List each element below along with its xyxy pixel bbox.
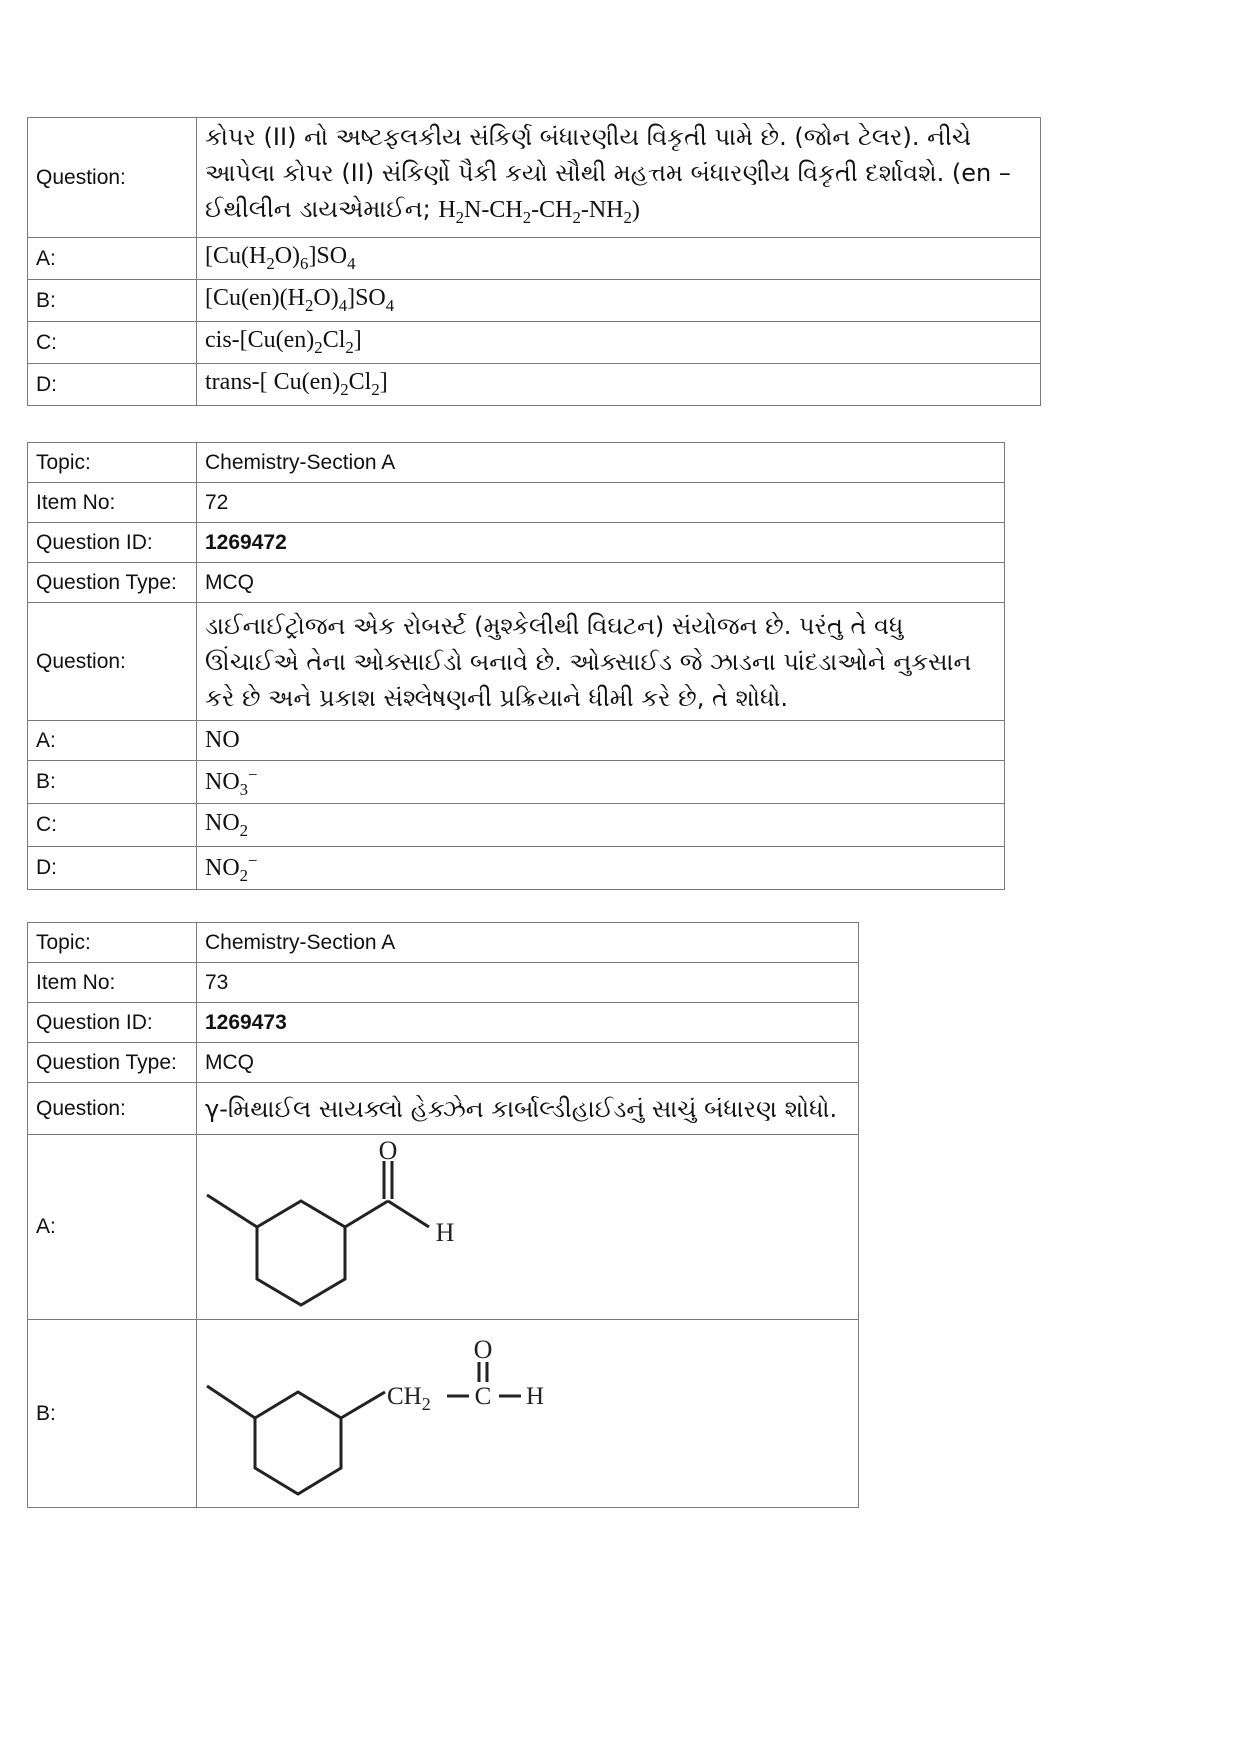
option-a: NO: [197, 721, 1005, 761]
option-b-label: B:: [28, 1320, 197, 1508]
methyl-bond: [207, 1386, 255, 1418]
question-id-label: Question ID:: [28, 523, 197, 563]
question-id-label: Question ID:: [28, 1003, 197, 1043]
item-no-label: Item No:: [28, 483, 197, 523]
question-id-number: 1269473: [205, 1010, 287, 1034]
ring-to-ch2-bond: [341, 1392, 385, 1418]
question-type-label: Question Type:: [28, 1043, 197, 1083]
option-d: trans-[ $Cu(en)_2Cl_2$]: [197, 364, 1041, 406]
question-label: Question:: [28, 603, 197, 721]
ring-to-carbonyl-bond: [345, 1201, 388, 1227]
structure-b-image: [197, 1320, 557, 1507]
item-no-value: 73: [197, 963, 859, 1003]
option-a-label: A:: [28, 721, 197, 761]
question-label: Question:: [28, 1083, 197, 1135]
option-c: $NO_2$: [197, 804, 1005, 847]
carbon-label: C: [474, 1383, 492, 1410]
structure-a-image: [197, 1135, 497, 1319]
option-a-label: A:: [28, 238, 197, 280]
option-b: [197, 1320, 859, 1508]
question-text-body: કોપર (II) નો અષ્ટફલકીય સંકિર્ણ બંધારણીય વિકૃતી પામે છે. (જોન ટેલર). નીચે આપેલા કોપર (II) સંકિર્ણો પૈકી કયો સૌથી મહત્તમ બંધારણીય વિકૃતી દર્શાવશે. (en – ઈથીલીન ડાયએમાઈન;: [205, 123, 1011, 224]
topic-label: Topic:: [28, 443, 197, 483]
cyclohexane-ring: [257, 1201, 345, 1305]
question-label: Question:: [28, 118, 197, 238]
aldehyde-h-bond: [388, 1201, 429, 1227]
ch2-label: $CH_2$: [387, 1383, 431, 1414]
topic-value: Chemistry-Section A: [197, 923, 859, 963]
option-a-label: A:: [28, 1135, 197, 1320]
oxygen-label: O: [473, 1335, 493, 1364]
question-table-3: [27, 922, 859, 1508]
question-type-label: Question Type:: [28, 563, 197, 603]
option-b-label: B:: [28, 280, 197, 322]
option-c-label: C:: [28, 322, 197, 364]
question-id-value: [197, 1003, 859, 1043]
topic-label: Topic:: [28, 923, 197, 963]
question-table-2: [27, 442, 1005, 890]
option-b: $NO_3^-$: [197, 761, 1005, 804]
question-text: ડાઈનાઈટ્રોજન એક રોબર્સ્ટ (મુશ્કેલીથી વિઘટન) સંયોજન છે. પરંતુ તે વધુ ઊંચાઈએ તેના ઓક્સાઈડો બનાવે છે. ઓક્સાઈડ જે ઝાડના પાંદડાઓને નુકસાન કરે છે અને પ્રકાશ સંશ્લેષણની પ્રક્રિયાને ધીમી કરે છે, તે શોધો.: [197, 603, 1005, 721]
question-text: [197, 118, 1041, 238]
option-d-label: D:: [28, 847, 197, 890]
question-id-number: 1269472: [205, 530, 287, 554]
option-c: cis-$[Cu(en)_2Cl_2]$: [197, 322, 1041, 364]
question-table-1: [27, 117, 1041, 406]
option-a: [197, 1135, 859, 1320]
methyl-bond: [207, 1195, 257, 1227]
question-formula: $H_2N-CH_2-CH_2-NH_2$): [438, 197, 640, 227]
option-b-label: B:: [28, 761, 197, 804]
cyclohexane-ring: [255, 1392, 341, 1494]
question-type-value: MCQ: [197, 563, 1005, 603]
hydrogen-label: H: [525, 1383, 545, 1410]
topic-value: Chemistry-Section A: [197, 443, 1005, 483]
option-a: $[Cu(H_2O)_6]SO_4$: [197, 238, 1041, 280]
question-id-value: [197, 523, 1005, 563]
option-c-label: C:: [28, 804, 197, 847]
option-b: $[Cu(en)(H_2O)_4]SO_4$: [197, 280, 1041, 322]
option-d-label: D:: [28, 364, 197, 406]
question-text: γ-મિથાઈલ સાયક્લો હેક્ઝેન કાર્બાલ્ડીહાઈડનું સાચું બંધારણ શોધો.: [197, 1083, 859, 1135]
hydrogen-label: H: [435, 1218, 455, 1247]
question-type-value: MCQ: [197, 1043, 859, 1083]
item-no-label: Item No:: [28, 963, 197, 1003]
option-d: $NO_2^-$: [197, 847, 1005, 890]
oxygen-label: O: [378, 1136, 398, 1165]
item-no-value: 72: [197, 483, 1005, 523]
